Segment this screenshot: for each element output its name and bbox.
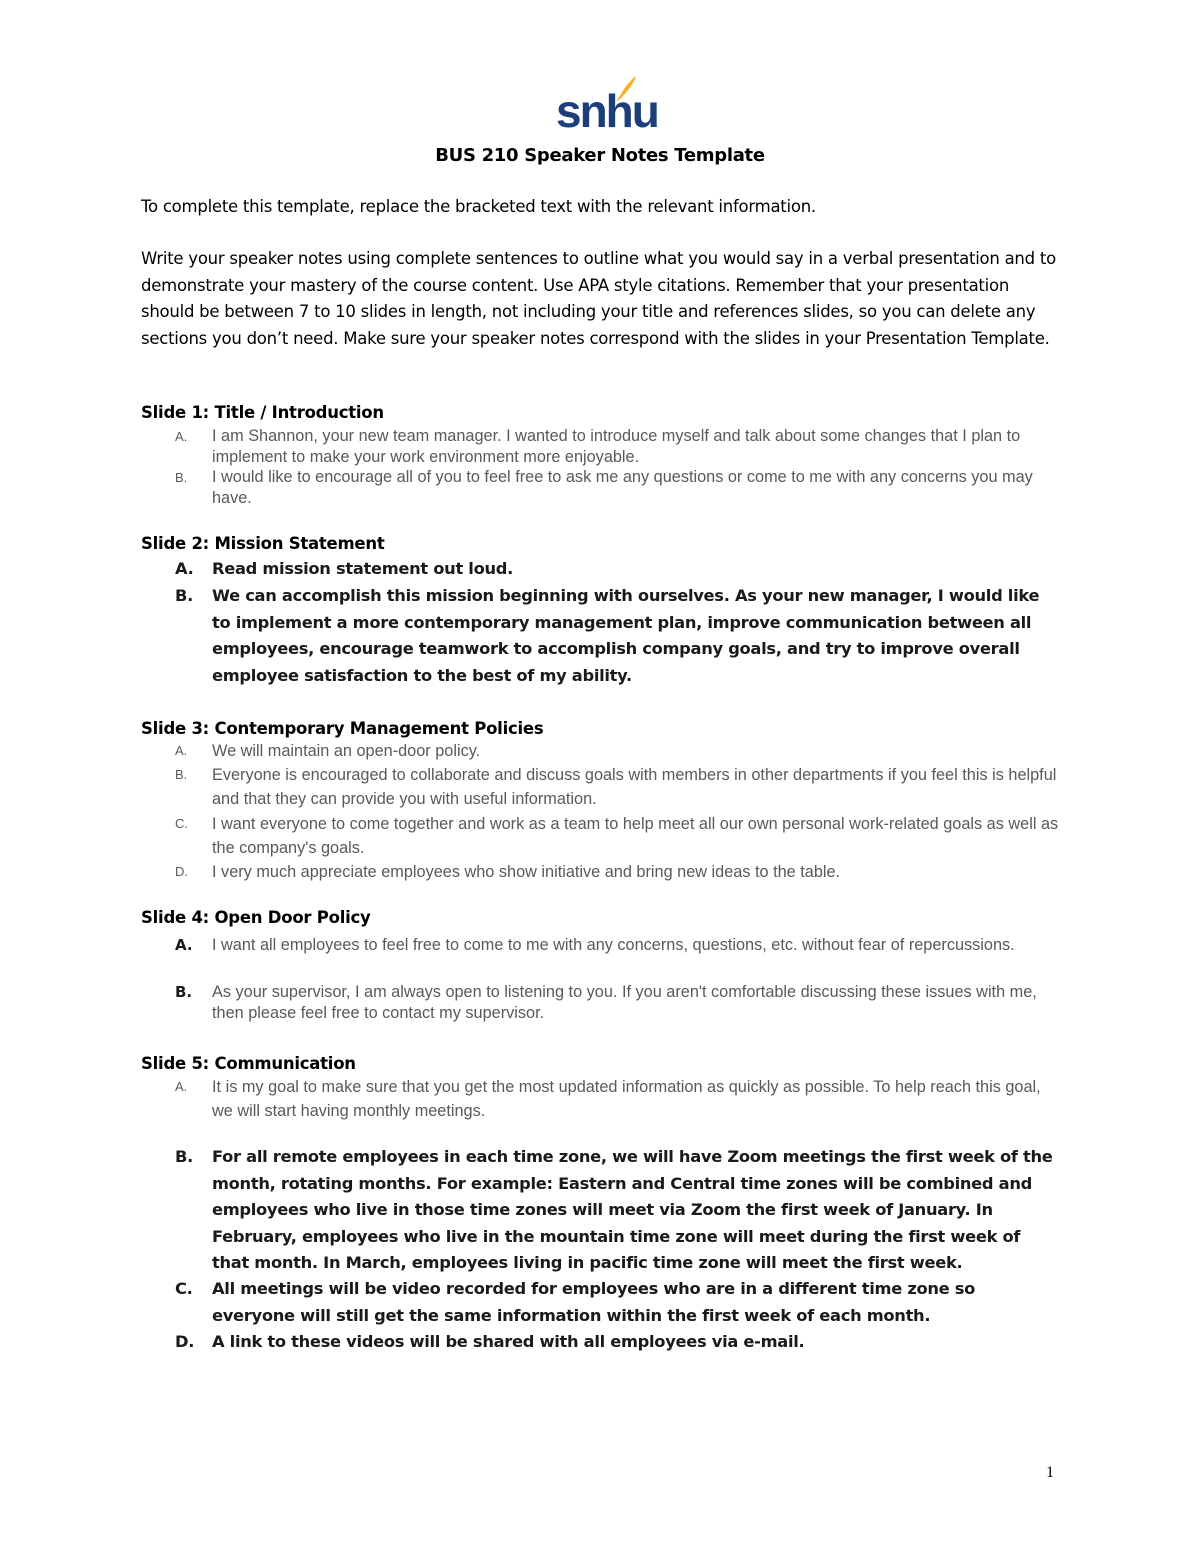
list-marker: C. (175, 816, 188, 831)
slide-5-item-d (141, 1329, 1061, 1356)
list-item-text: All meetings will be video recorded for employees who are in a different time zone so everyone will still get the same information within the first week of each month. (212, 1279, 976, 1325)
list-marker: D. (175, 1332, 195, 1351)
slide-3-item-d (141, 860, 1061, 884)
slide-3-heading: Slide 3: Contemporary Management Policies (141, 719, 544, 738)
slide-3-item-c (141, 812, 1061, 860)
list-item-text: We can accomplish this mission beginning with ourselves. As your new manager, I would like to implement a more contemporary management plan, improve communication between all employees, encourage teamwork to accomplish company goals, and try to improve overall employee satisfaction to the best of my ability. (212, 586, 1040, 685)
slide-5-item-b (141, 1144, 1061, 1277)
page-title: BUS 210 Speaker Notes Template (435, 145, 765, 166)
snhu-logo (556, 74, 658, 137)
slide-1-heading: Slide 1: Title / Introduction (141, 403, 384, 422)
slide-1-item-a (141, 426, 1061, 468)
intro-paragraph: Write your speaker notes using complete sentences to outline what you would say in a verbal presentation and to demonstrate your mastery of the course content. Use APA style citations. Remember that your presentation should be between 7 to 10 slides in length, not including your title and references slides, so you can delete any sections you don’t need. Make sure your speaker notes correspond with the slides in your Presentation Template. (141, 249, 1056, 348)
list-item-text: I am Shannon, your new team manager. I wanted to introduce myself and talk about some changes that I plan to implement to make your work environment more enjoyable. (212, 427, 1021, 466)
list-item-text: I want all employees to feel free to come to me with any concerns, questions, etc. without fear of repercussions. (212, 936, 1015, 954)
slide-4-heading: Slide 4: Open Door Policy (141, 908, 371, 927)
list-marker: A. (175, 743, 188, 758)
logo-text: snhu (556, 85, 658, 137)
list-item-text: We will maintain an open-door policy. (212, 742, 481, 760)
slide-2-heading: Slide 2: Mission Statement (141, 534, 385, 553)
intro-instruction: To complete this template, replace the bracketed text with the relevant information. (141, 197, 816, 216)
list-item-text: Read mission statement out loud. (212, 559, 514, 578)
list-marker: A. (175, 559, 194, 578)
slide-3-item-a (141, 739, 1061, 763)
slide-4-item-b (141, 982, 1061, 1024)
list-item-text: I want everyone to come together and work as a team to help meet all our own personal work-related goals as well as the company's goals. (212, 815, 1059, 857)
list-item-text: I very much appreciate employees who show initiative and bring new ideas to the table. (212, 863, 841, 881)
list-item-text: For all remote employees in each time zone, we will have Zoom meetings the first week of the month, rotating months. For example: Eastern and Central time zones will be combined and employees who live in those time zones will meet via Zoom the first week of January. In February, employees who live in the mountain time zone will meet during the first week of that month. In March, employees living in pacific time zone will meet the first week. (212, 1147, 1053, 1272)
list-item-text: A link to these videos will be shared with all employees via e-mail. (212, 1332, 805, 1351)
list-marker: C. (175, 1279, 193, 1298)
list-marker: B. (175, 1147, 193, 1166)
list-item-text: As your supervisor, I am always open to listening to you. If you aren't comfortable discussing these issues with me, then please feel free to contact my supervisor. (212, 983, 1037, 1022)
list-marker: A. (175, 429, 188, 444)
slide-5-item-a (141, 1075, 1061, 1123)
list-marker: B. (175, 470, 188, 485)
list-item-text: It is my goal to make sure that you get the most updated information as quickly as possible. To help reach this goal, we will start having monthly meetings. (212, 1078, 1041, 1120)
slide-1-item-b (141, 467, 1061, 509)
list-item-text: Everyone is encouraged to collaborate and discuss goals with members in other departments if you feel this is helpful and that they can provide you with useful information. (212, 766, 1057, 808)
list-item-text: I would like to encourage all of you to feel free to ask me any questions or come to me with any concerns you may have. (212, 468, 1033, 507)
slide-5-item-c (141, 1276, 1061, 1329)
list-marker: D. (175, 864, 188, 879)
slide-2-item-b (141, 583, 1061, 689)
page-number: 1 (1046, 1464, 1054, 1481)
slide-5-heading: Slide 5: Communication (141, 1054, 356, 1073)
slide-2-item-a (141, 556, 1061, 583)
list-marker: B. (175, 983, 193, 1001)
list-marker: A. (175, 936, 193, 954)
slide-3-item-b (141, 763, 1061, 811)
list-marker: B. (175, 586, 193, 605)
list-marker: A. (175, 1079, 188, 1094)
slide-4-item-a (141, 935, 1061, 956)
list-marker: B. (175, 767, 188, 782)
